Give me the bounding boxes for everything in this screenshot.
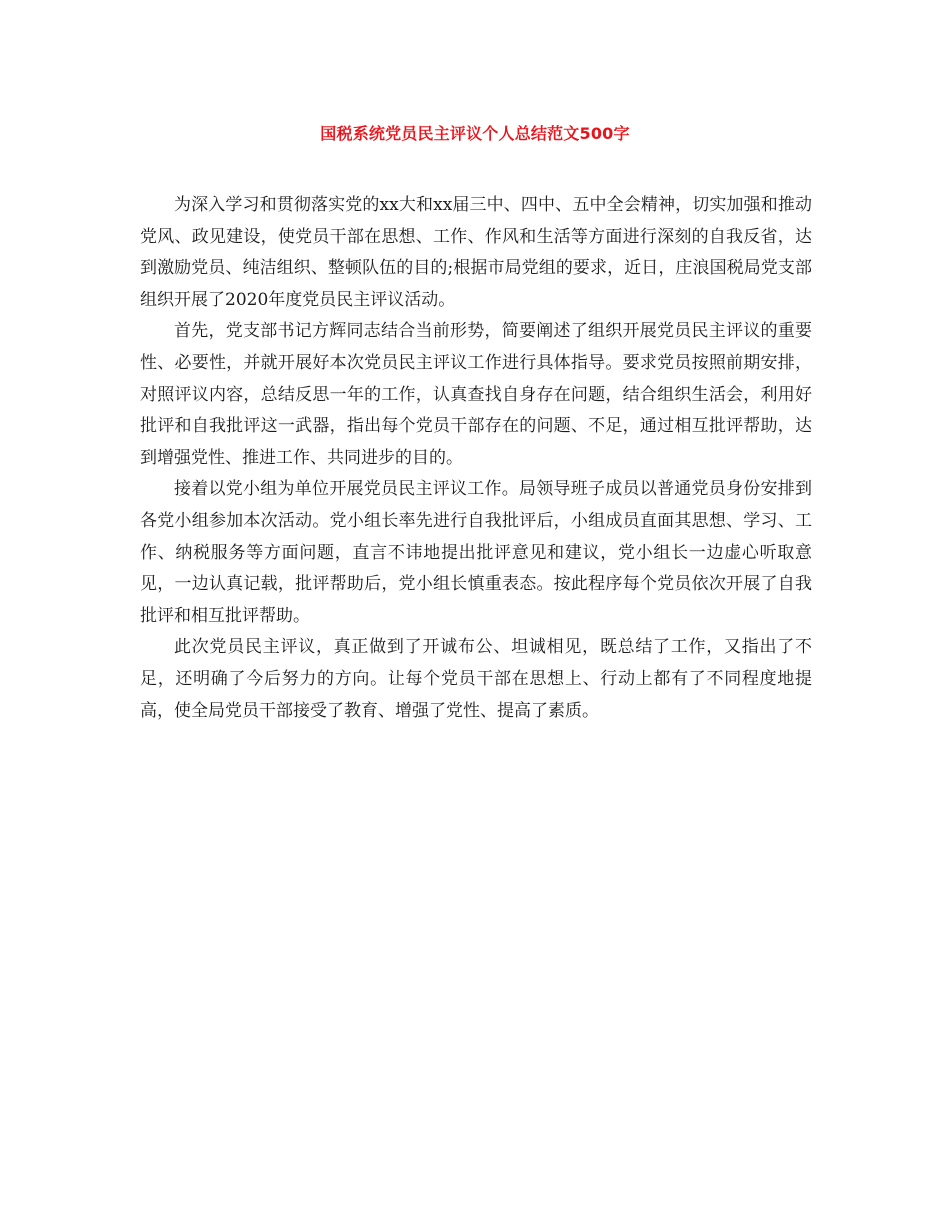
paragraph: 此次党员民主评议，真正做到了开诚布公、坦诚相见，既总结了工作，又指出了不足，还明确了今后努力的方向。让每个党员干部在思想上、行动上都有了不同程度地提高，使全局党员干部接受了教育、增强了党性、提高了素质。 [140,637,812,721]
document-body [140,190,812,727]
paragraph: 为深入学习和贯彻落实党的xx大和xx届三中、四中、五中全会精神，切实加强和推动党风、政见建设，使党员干部在思想、工作、作风和生活等方面进行深刻的自我反省，达到激励党员、纯洁组织、整顿队伍的目的;根据市局党组的要求，近日，庄浪国税局党支部组织开展了2020年度党员民主评议活动。 [140,195,812,310]
paragraph: 接着以党小组为单位开展党员民主评议工作。局领导班子成员以普通党员身份安排到各党小组参加本次活动。党小组长率先进行自我批评后，小组成员直面其思想、学习、工作、纳税服务等方面问题，直言不讳地提出批评意见和建议，党小组长一边虚心听取意见，一边认真记载，批评帮助后，党小组长慎重表态。按此程序每个党员依次开展了自我批评和相互批评帮助。 [140,479,812,626]
paragraph: 首先，党支部书记方辉同志结合当前形势，简要阐述了组织开展党员民主评议的重要性、必要性，并就开展好本次党员民主评议工作进行具体指导。要求党员按照前期安排，对照评议内容，总结反思一年的工作，认真查找自身存在问题，结合组织生活会，利用好批评和自我批评这一武器，指出每个党员干部存在的问题、不足，通过相互批评帮助，达到增强党性、推进工作、共同进步的目的。 [140,321,812,468]
document-title: 国税系统党员民主评议个人总结范文500字 [320,124,630,143]
